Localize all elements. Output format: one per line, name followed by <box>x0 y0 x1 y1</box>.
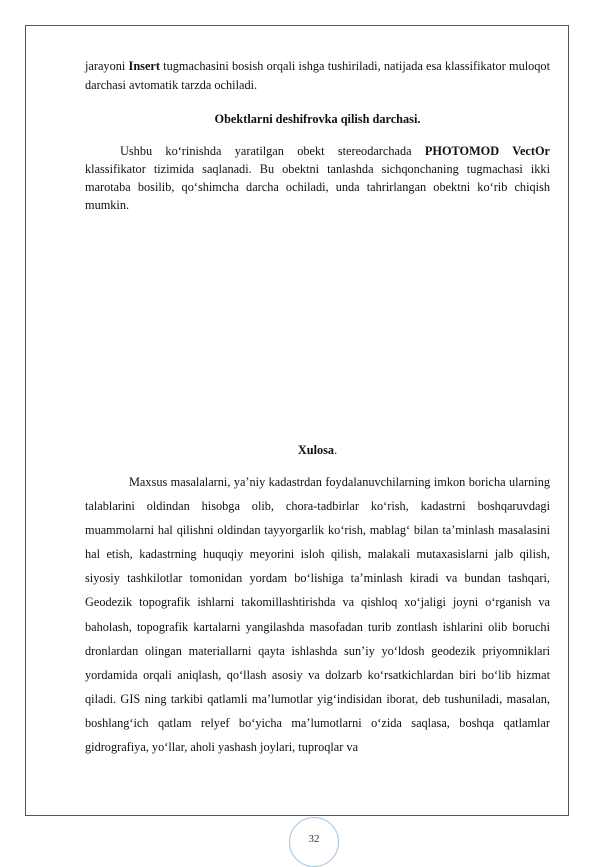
insert-keyword: Insert <box>128 59 160 73</box>
paragraph-photomod-text-end: klassifikator tizimida saqlanadi. Bu obektni tanlashda sichqonchaning tugmachasi ikki marotaba bosilib, qo‘shimcha darcha ochiladi, unda tahrirlangan obektni ko‘rib chiqish mumkin. <box>85 162 550 212</box>
paragraph-photomod <box>85 142 550 214</box>
paragraph-intro-text-start: jarayoni <box>85 59 129 73</box>
photomod-keyword: PHOTOMOD VectOr <box>424 144 550 158</box>
paragraph-conclusion: Maxsus masalalarni, ya’niy kadastrdan foydalanuvchilarning imkon boricha ularning talablarini oldindan hisobga olib, chora-tadbirlar ko‘rish, kadastrni boshqaruvdagi muammolarni hal qilishni oldindan tayyorgarlik ko‘rish, mablag‘ bilan ta’minlash masalasini hal etish, kadastrning huquqiy meyorini isloh qilish, malakali mutaxasislarni jalb qilish, siyosiy tashkilotlar tomonidan yordam bo‘lishiga ta’minlash kiradi va bundan tashqari, Geodezik topografik ishlarni takomillashtirishda va qishloq xo‘jaligi joyni o‘rganish va baholash, topografik kartalarni yangilashda masofadan turib zontlash ishlarini olib boruchi dronlardan olingan materiallarni qayta ishlashda sun’iy yo‘ldosh geodezik priyomniklari yordamida orqali aniqlash, qo‘llash asosiy va dolzarb ko‘rsatkichlardan biri bo‘lib hizmat qiladi. GIS ning tarkibi qatlamli ma’lumotlar yig‘indisidan iborat, deb tushuniladi, masalan, boshlang‘ich qatlam relyef bo‘yicha ma’lumotlarni o‘zida saqlasa, boshqa qatlamlar gidrografiya, yo‘llar, aholi yashash joylari, tuproqlar va <box>85 475 550 755</box>
paragraph-intro-text-end: tugmachasini bosish orqali ishga tushiriladi, natijada esa klassifikator muloqot darchasi avtomatik tarzda ochiladi. <box>85 59 550 92</box>
xulosa-title: Xulosa <box>297 443 335 457</box>
paragraph-photomod-text-start: Ushbu ko‘rinishda yaratilgan obekt stereodarchada <box>120 144 425 158</box>
section-heading-deshifrovka: Obektlarni deshifrovka qilish darchasi. <box>214 112 421 126</box>
section-heading-xulosa <box>85 443 550 458</box>
xulosa-period: . <box>334 443 338 457</box>
paragraph-intro <box>85 57 550 94</box>
page-number: 32 <box>308 833 320 845</box>
